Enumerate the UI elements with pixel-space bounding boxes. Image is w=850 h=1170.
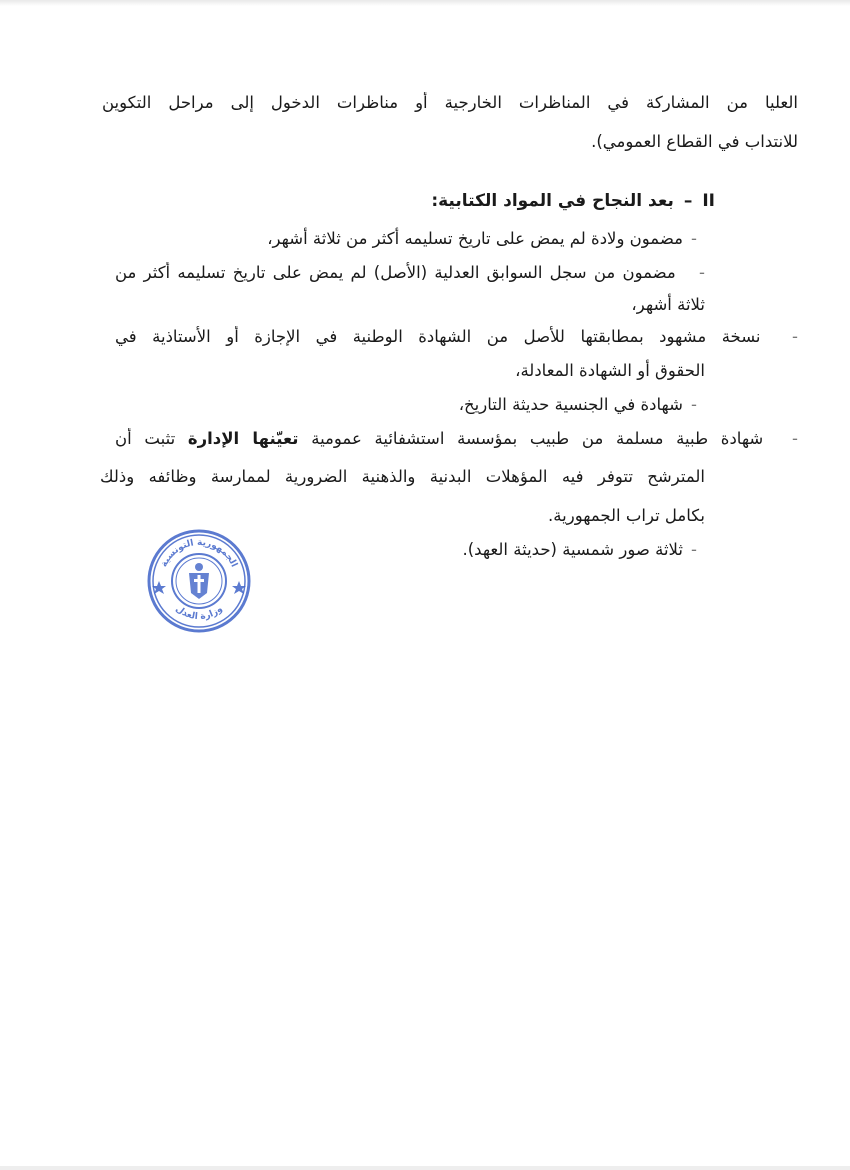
list-item-text: [115, 429, 763, 448]
list-item-5-cont-1: المترشح تتوفر فيه المؤهلات البدنية والذهنية الضرورية لممارسة وظائفه وذلك: [100, 467, 705, 486]
bullet-dash-icon: -: [792, 429, 798, 448]
list-item-1: [267, 228, 705, 250]
bold-phrase: تعيّنها الإدارة: [187, 429, 299, 448]
bullet-dash-icon: -: [691, 395, 697, 414]
list-item-5-cont-2: بكامل تراب الجمهورية.: [548, 506, 705, 525]
svg-text:وزارة العدل: [173, 604, 224, 622]
list-item-4: [459, 394, 705, 416]
list-item-text: مضمون من سجل السوابق العدلية (الأصل) لم يمض على تاريخ تسليمه أكثر من: [115, 263, 676, 282]
list-item-text: مضمون ولادة لم يمض على تاريخ تسليمه أكثر من ثلاثة أشهر،: [267, 229, 683, 248]
intro-line-1: العليا من المشاركة في المناظرات الخارجية أو مناظرات الدخول إلى مراحل التكوين: [102, 93, 798, 112]
list-item-6: [462, 539, 705, 561]
section-title: بعد النجاح في المواد الكتابية:: [431, 191, 674, 211]
bullet-dash-icon: -: [691, 540, 697, 559]
list-item-text-part: تثبت أن: [115, 429, 188, 448]
official-stamp: [145, 527, 253, 635]
bullet-dash-icon: -: [691, 229, 697, 248]
stamp-emblem-icon: [189, 563, 209, 599]
list-item-text: ثلاثة صور شمسية (حديثة العهد).: [462, 540, 683, 559]
list-item-text-part: شهادة طبية مسلمة من طبيب بمؤسسة استشفائية عمومية: [298, 429, 764, 448]
stamp-top-text: الجمهورية التونسية: [159, 537, 239, 569]
section-separator: –: [683, 191, 693, 211]
stamp-bottom-text: وزارة العدل: [173, 604, 225, 623]
list-item-3: [115, 326, 798, 348]
scan-top-edge: [0, 0, 850, 6]
section-numeral: II: [702, 191, 715, 211]
scan-bottom-edge: [0, 1166, 850, 1170]
list-item-2: [115, 262, 705, 284]
bullet-dash-icon: -: [699, 263, 705, 282]
list-item-5: [115, 428, 798, 450]
list-item-2-cont: ثلاثة أشهر،: [631, 295, 705, 314]
intro-line-2: للانتداب في القطاع العمومي).: [591, 132, 798, 151]
bullet-dash-icon: -: [792, 327, 798, 346]
section-heading: [431, 190, 715, 212]
list-item-text: شهادة في الجنسية حديثة التاريخ،: [458, 395, 683, 414]
list-item-text: نسخة مشهود بمطابقتها للأصل من الشهادة الوطنية في الإجازة أو الأستاذية في: [115, 327, 761, 346]
list-item-3-cont: الحقوق أو الشهادة المعادلة،: [515, 361, 705, 380]
